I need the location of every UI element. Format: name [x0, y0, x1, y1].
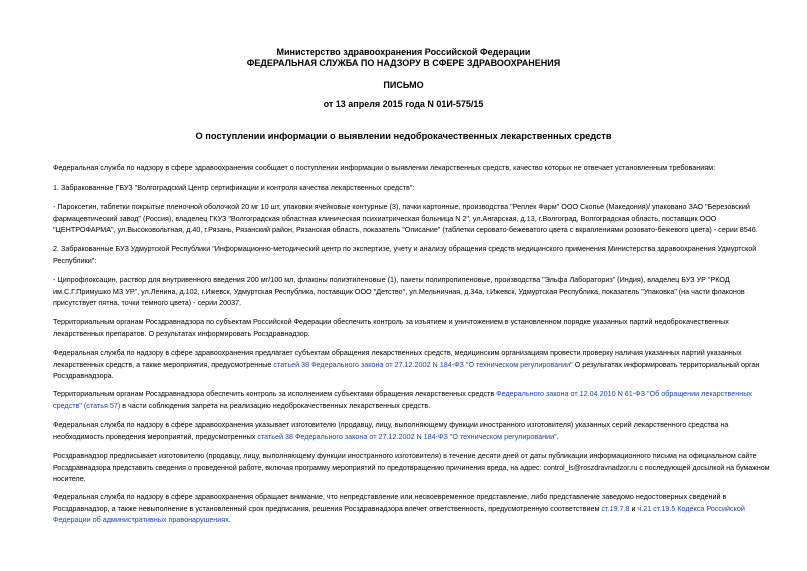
- koap-article-19-7-8-link[interactable]: ст.19.7.8: [601, 503, 630, 513]
- paragraph-text: лекарственных средств, а также мероприятия, предусмотренные: [53, 359, 274, 369]
- paragraph-line: фармацевтический завод" (Россия), владелец ГКУЗ "Волгоградская областная клиническая психиатрическая больница N 2", ул.Ангарская, д.13, г.Волгоград, Волгоградская область, поставщик ООО: [53, 213, 717, 223]
- paragraph-ciprofloxacin: [53, 274, 770, 309]
- paragraph-intro: [53, 162, 770, 174]
- koap-article-19-5-link[interactable]: ч.21 ст.19.5 Кодекса Российской: [637, 503, 745, 513]
- paragraph-territorial-enforcement: [53, 388, 770, 411]
- paragraph-line: [53, 388, 770, 400]
- paragraph-line: Росздравнадзора.: [53, 371, 114, 381]
- paragraph-line: - Ципрофлоксацин, раствор для внутривенного введения 200 мг/100 мл, флаконы полиэтиленовые (1), пакеты полипропиленовые, производства "Эльфа Лабораториз" (Индия), владелец БУЗ УР "РКОД: [53, 275, 730, 284]
- paragraph-prescription: [53, 450, 770, 485]
- paragraph-line: присутствует пятна, точки темного цвета) - серии 20037.: [53, 298, 242, 308]
- paragraph-line: Росздравнадзор предписывает изготовителю (продавцу, лицу, выполняющему функции иностранного изготовителя) в течение десяти дней от даты публикации информационного письма на официальном сайте: [53, 451, 757, 460]
- paragraph-line: Федеральная служба по надзору в сфере здравоохранения сообщает о поступлении информации о выявлении лекарственных средств, качество которых не отвечает установленным требованиям:: [53, 163, 716, 172]
- article-57-link[interactable]: средств" (статья 57): [53, 400, 121, 410]
- paragraph-text: О результатах информировать территориальный орган: [572, 359, 760, 369]
- paragraph-text: .: [556, 431, 559, 441]
- paragraph-text: в части соблюдения запрета на реализацию недоброкачественных лекарственных средств.: [120, 400, 431, 410]
- document-type: ПИСЬМО: [383, 80, 424, 90]
- paragraph-line: Федеральная служба по надзору в сфере здравоохранения указывает изготовителю (продавцу, лицу, выполняющему функции иностранного изготовителя) указанных серий лекарственного средства на: [53, 420, 729, 429]
- paragraph-text: Росздравнадзор, а также невыполнение в установленный срок предписания, решения Росздравнадзора влечет ответственность, предусмотренную соответствием: [53, 503, 602, 513]
- paragraph-text: Территориальным органам Росздравнадзора обеспечить контроль за исполнением субъектами обращения лекарственных средств: [53, 389, 497, 398]
- document-subject: О поступлении информации о выявлении недоброкачественных лекарственных средств: [195, 131, 612, 141]
- law-184-fz-link[interactable]: статьей 38 Федерального закона от 27.12.2002 N 184-ФЗ "О техническом регулировании": [257, 431, 557, 441]
- paragraph-paroxetine: [53, 201, 770, 236]
- paragraph-text: и: [629, 503, 638, 513]
- paragraph-item-1-title: [53, 182, 770, 194]
- paragraph-territorial-control: [53, 316, 770, 339]
- document-date-number: от 13 апреля 2015 года N 01И-575/15: [323, 99, 484, 109]
- paragraph-line: - Пароксетин, таблетки покрытые пленочной оболочкой 20 мг 10 шт, упаковки ячейковые контурные (3), пачки картонные, производства "Реплек Фарм" ООО Скопье (Македония)/ упаковано ЗАО "Березовский: [53, 202, 750, 211]
- paragraph-liability: [53, 491, 770, 526]
- paragraph-item-2-title: [53, 243, 770, 266]
- law-61-fz-link[interactable]: Федерального закона от 12.04.2010 N 61-ФЗ "Об обращении лекарственных: [496, 389, 752, 398]
- paragraph-line: 2. Забракованные БУЗ Удмуртской Республики "Информационно-методический центр по экспертизе, учету и анализу обращения средств медицинского применения Министерства здравоохранения Удмуртской: [53, 244, 757, 253]
- ministry-name: Министерство здравоохранения Российской Федерации: [276, 47, 531, 57]
- paragraph-line: Федеральная служба по надзору в сфере здравоохранения предлагает субъектам обращения лекарственных средств, медицинским организациям провести проверку наличия указанных партий указанных: [53, 348, 742, 357]
- service-name: ФЕДЕРАЛЬНАЯ СЛУЖБА ПО НАДЗОРУ В СФЕРЕ ЗДРАВООХРАНЕНИЯ: [246, 58, 561, 68]
- paragraph-manufacturer-notice: [53, 419, 770, 442]
- paragraph-line: [53, 503, 770, 515]
- paragraph-line: лекарственных препаратов. О результатах информировать Росздравнадзор.: [53, 328, 310, 338]
- paragraph-line: им.С.Г.Примушко МЗ УР", ул.Ленина, д.102, г.Ижевск, Удмуртская Республика, поставщик ООО "Детство", ул.Мельничная, д.34а, г.Ижевск, Удмуртская Республика, показатель "Упаковка" (на части флаконов: [53, 286, 745, 296]
- paragraph-service-proposal: [53, 347, 770, 382]
- paragraph-line: Росздравнадзора представить сведения о проведенной работе, включая программу мероприятий по предотвращению причинения вреда, на адрес: control_ls@roszdravnadzor.ru с последующей досылкой на бумажном: [53, 462, 770, 472]
- paragraph-line: "ЦЕНТРОФАРМА", ул.Высоковольтная, д.40, г.Рязань, Рязанский район, Рязанская область, показатель "Описание" (таблетки серовато-бежеватого цвета с вкраплениями розовато-бежевого цвета) - серии 8546.: [53, 225, 758, 235]
- paragraph-line: Федеральная служба по надзору в сфере здравоохранения обращает внимание, что непредставление или несвоевременное представление, либо представление заведомо недостоверных сведений в: [53, 492, 727, 501]
- paragraph-line: [53, 400, 770, 412]
- paragraph-line: носителе.: [53, 474, 86, 484]
- law-184-fz-link[interactable]: статьей 38 Федерального закона от 27.12.2002 N 184-ФЗ "О техническом регулировании": [273, 359, 573, 369]
- paragraph-line: Территориальным органам Росздравнадзора по субъектам Российской Федерации обеспечить контроль за изъятием и уничтожением в установленном порядке указанных партий недоброкачественных: [53, 317, 729, 326]
- paragraph-line: [53, 431, 770, 443]
- paragraph-line: 1. Забракованные ГБУЗ "Волгоградский Центр сертификации и контроля качества лекарственных средств":: [53, 183, 415, 192]
- paragraph-line: [53, 359, 770, 371]
- paragraph-line: Республики":: [53, 255, 97, 265]
- koap-code-link[interactable]: Федерации об административных правонарушениях: [53, 515, 229, 525]
- paragraph-text: .: [228, 515, 231, 525]
- paragraph-text: необходимость проведения мероприятий, предусмотренных: [53, 431, 258, 441]
- paragraph-line: [53, 514, 770, 526]
